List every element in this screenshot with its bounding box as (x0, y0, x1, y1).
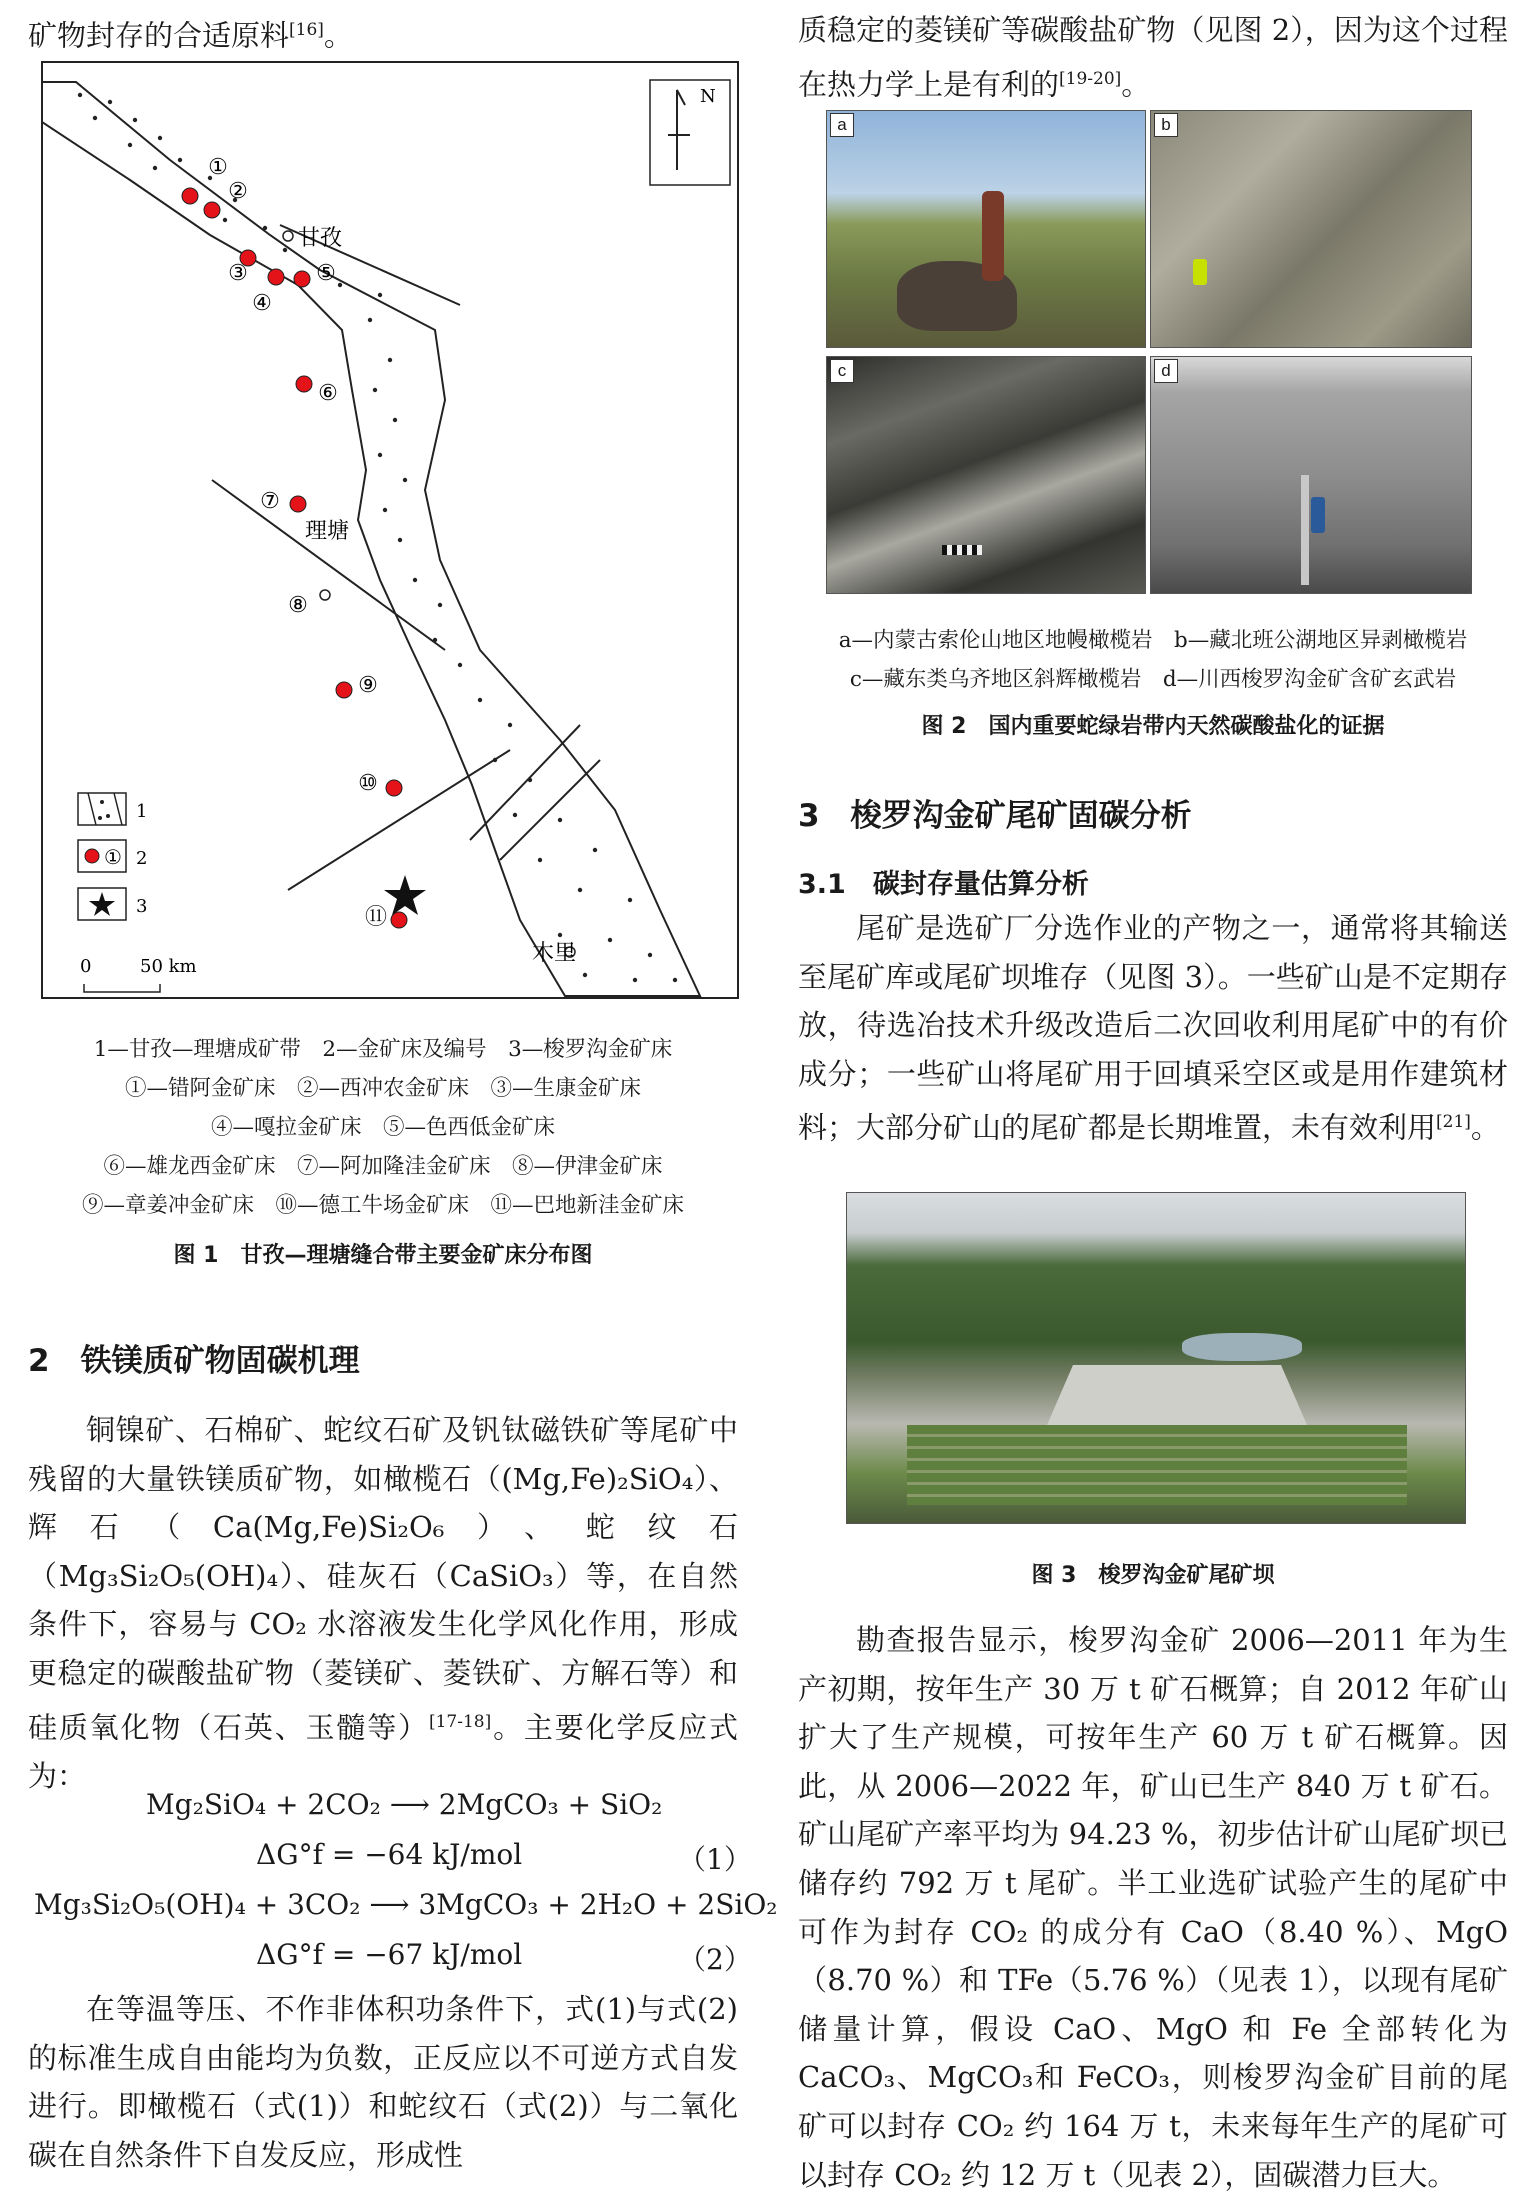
section-3-1-title: 3.1 碳封存量估算分析 (798, 869, 1089, 900)
north-label: N (700, 86, 716, 107)
legend-label-2: 2 (136, 848, 148, 869)
legend-label-1: 1 (136, 801, 148, 822)
left-para-2: 在等温等压、不作非体积功条件下，式(1)与式(2)的标准生成自由能均为负数，正反应以不可逆方式自发进行。即橄榄石（式(1)）和蛇纹石（式(2)）与二氧化碳在自然条件下自发反应，形成性 (28, 1992, 738, 2172)
city-ganzi: 甘孜 (298, 226, 343, 251)
photo-c (826, 356, 1146, 594)
equation-1-number: （1） (678, 1843, 752, 1876)
deposit-label-7: ⑦ (260, 489, 280, 514)
right-para-3: 尾矿是选矿厂分选作业的产物之一，通常将其输送至尾矿库或尾矿坝堆存（见图 3）。一些矿山是不定期存放，待选冶技术升级改造后二次回收利用尾矿中的有价成分；一些矿山将尾矿用于回填采空区或是用作建筑材料；大部分矿山的尾矿都是长期堆置，未有效利用[21]。 (798, 911, 1508, 1146)
svg-text:0: 0 (80, 956, 92, 977)
photo-a (826, 110, 1146, 348)
photo-d (1150, 356, 1472, 594)
photo-c-label: c (830, 359, 854, 383)
deposit-label-5: ⑤ (316, 261, 336, 286)
figure3-title: 图 3 梭罗沟金矿尾矿坝 (1031, 1563, 1275, 1588)
section-3-title: 3 梭罗沟金矿尾矿固碳分析 (798, 798, 1192, 834)
left-para-1: 铜镍矿、石棉矿、蛇纹石矿及钒钛磁铁矿等尾矿中残留的大量铁镁质矿物，如橄榄石（(Mg,Fe)₂SiO₄）、辉石（Ca(Mg,Fe)Si₂O₆）、蛇纹石（Mg₃Si₂O₅(OH)₄）、硅灰石（CaSiO₃）等，在自然条件下，容易与 CO₂ 水溶液发生化学风化作用，形成更稳定的碳酸盐矿物（菱镁矿、菱铁矿、方解石等）和硅质氧化物（石英、玉髓等）[17-18]。主要化学反应式为： (28, 1413, 738, 1793)
deposit-label-9: ⑨ (358, 673, 378, 698)
equation-2-dg: ΔG°f = −67 kJ/mol (256, 1938, 523, 1971)
equation-1: Mg₂SiO₄ + 2CO₂ ⟶ 2MgCO₃ + SiO₂ (146, 1788, 663, 1821)
photo-d-label: d (1154, 359, 1178, 383)
right-top-para: 质稳定的菱镁矿等碳酸盐矿物（见图 2），因为这个过程在热力学上是有利的[19-20]。 (798, 13, 1508, 102)
legend-label-3: 3 (136, 896, 148, 917)
deposit-label-8: ⑧ (288, 593, 308, 618)
map-legend (78, 793, 147, 920)
figure1-map (40, 60, 740, 1002)
figure2-title: 图 2 国内重要蛇绿岩带内天然碳酸盐化的证据 (921, 714, 1385, 739)
equation-1-dg: ΔG°f = −64 kJ/mol (256, 1838, 523, 1871)
equation-2: Mg₃Si₂O₅(OH)₄ + 3CO₂ ⟶ 3MgCO₃ + 2H₂O + 2SiO₂ (34, 1888, 778, 1921)
city-litang: 理塘 (305, 519, 350, 544)
deposit-label-1: ① (208, 155, 228, 180)
deposit-label-6: ⑥ (318, 381, 338, 406)
photo-b (1150, 110, 1472, 348)
deposit-label-10: ⑩ (358, 771, 378, 796)
deposit-label-3: ③ (228, 261, 248, 286)
deposit-label-11: ⑪ (364, 905, 388, 930)
photo-a-label: a (830, 113, 854, 137)
city-muli: 木里 (532, 941, 577, 966)
legend-symbol-2: ① (104, 845, 122, 869)
left-top-line: 矿物封存的合适原料[16]。 (28, 18, 353, 53)
figure1-title: 图 1 甘孜—理塘缝合带主要金矿床分布图 (173, 1243, 593, 1268)
deposit-label-4: ④ (252, 291, 272, 316)
equation-2-number: （2） (678, 1943, 752, 1976)
deposit-label-2: ② (228, 179, 248, 204)
right-para-4: 勘查报告显示，梭罗沟金矿 2006—2011 年为生产初期，按年生产 30 万 t 矿石概算；自 2012 年矿山扩大了生产规模，可按年生产 60 万 t 矿石概算。因此，从 2006—2022 年，矿山已生产 840 万 t 矿石。矿山尾矿产率平均为 94.23 %，初步估计矿山尾矿坝已储存约 792 万 t 尾矿。半工业选矿试验产生的尾矿中可作为封存 CO₂ 的成分有 CaO（8.40 %）、MgO（8.70 %）和 TFe（5.76 %）（见表 1），以现有尾矿储量计算，假设 CaO、MgO 和 Fe 全部转化为 CaCO₃、MgCO₃和 FeCO₃，则梭罗沟金矿目前的尾矿可以封存 CO₂ 约 164 万 t，未来每年生产的尾矿可以封存 CO₂ 约 12 万 t（见表 2），固碳潜力巨大。 (798, 1623, 1508, 2192)
photo-b-label: b (1154, 113, 1178, 137)
photo-tailings-dam (846, 1192, 1466, 1524)
section-2-title: 2 铁镁质矿物固碳机理 (28, 1343, 360, 1379)
svg-text:50 km: 50 km (140, 956, 197, 977)
